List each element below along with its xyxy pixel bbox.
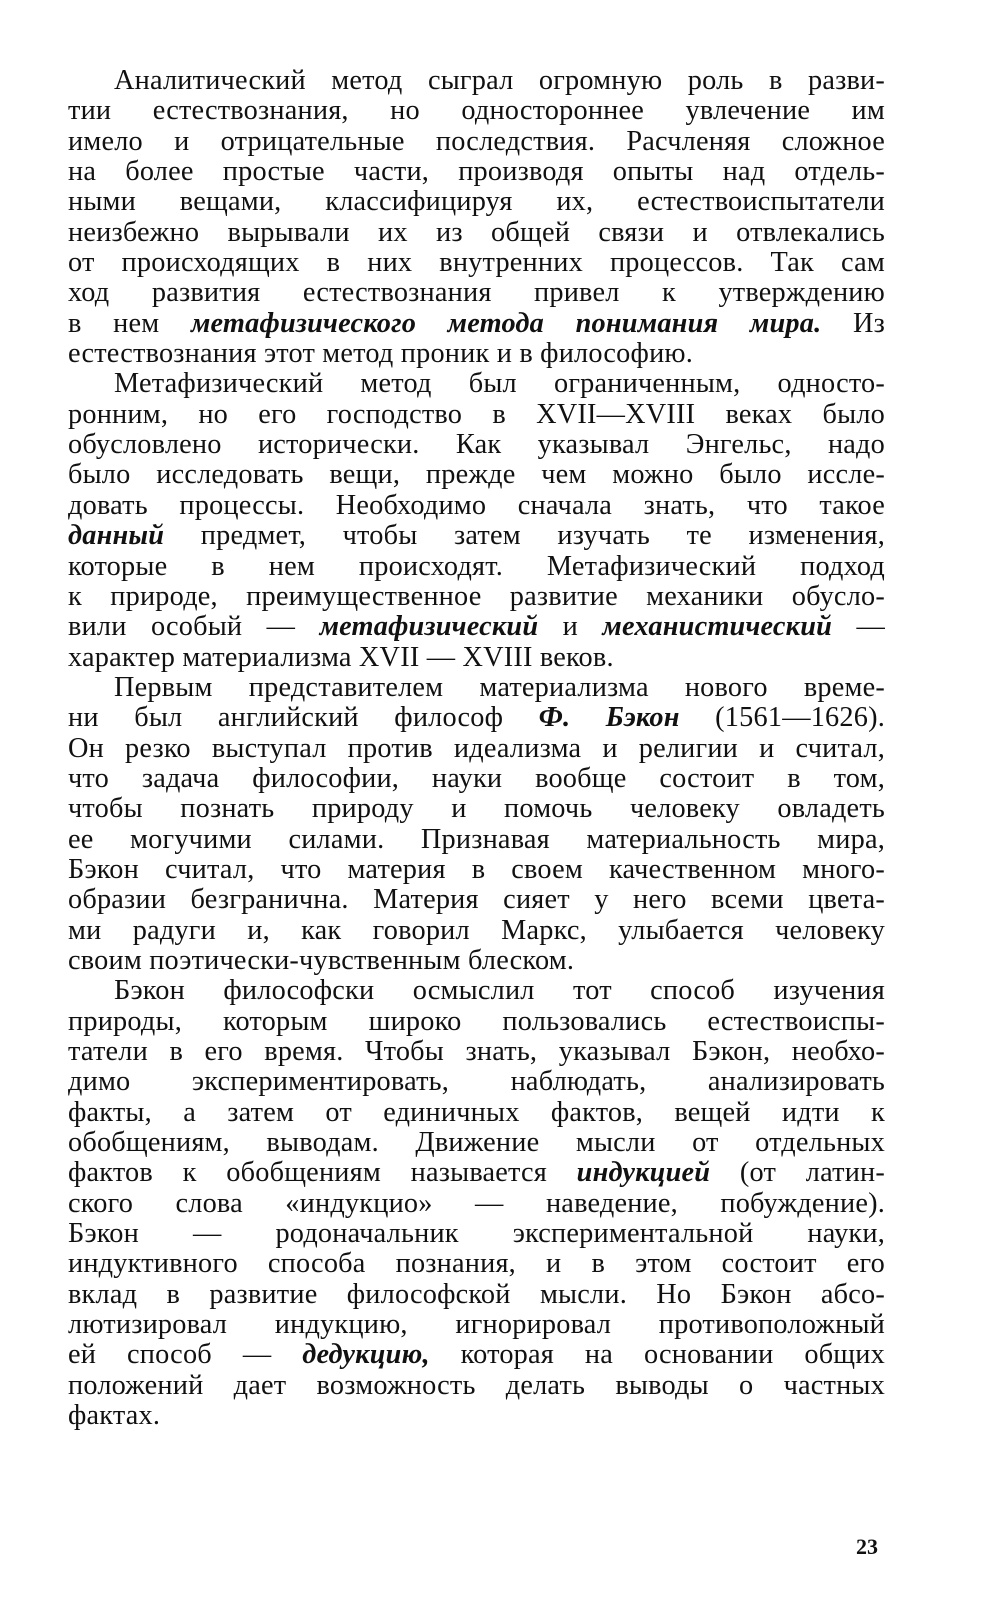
- text-run: ными вещами, классифицируя их, естествоиспытатели: [68, 186, 885, 218]
- text-run: ей способ —: [68, 1339, 303, 1371]
- text-run: природы, которым широко пользовались естествоиспы-: [68, 1005, 885, 1037]
- text-line: [68, 1401, 885, 1431]
- text-run: лютизировал индукцию, игнорировал противоположный: [68, 1309, 885, 1341]
- text-run: от происходящих в них внутренних процессов. Так сам: [68, 247, 885, 279]
- text-line: [68, 734, 885, 764]
- text-line: [68, 1280, 885, 1310]
- text-run: Метафизический метод был ограниченным, односто-: [114, 368, 885, 400]
- text-line: [68, 794, 885, 824]
- text-run: в нем: [68, 307, 191, 339]
- emphasized-text: метафизический: [319, 611, 539, 643]
- text-line: [68, 1037, 885, 1067]
- text-line: [68, 643, 885, 673]
- text-line: [68, 127, 885, 157]
- text-run: ронним, но его господство в XVII—XVIII веках было: [68, 398, 885, 430]
- text-run: Бэкон считал, что материя в своем качественном много-: [68, 853, 885, 885]
- text-line: [68, 885, 885, 915]
- text-run: ход развития естествознания привел к утверждению: [68, 277, 885, 309]
- text-line: [68, 66, 885, 96]
- paragraph-4: [68, 976, 885, 1431]
- text-line: [68, 430, 885, 460]
- text-run: к природе, преимущественное развитие механики обусло-: [68, 580, 885, 612]
- text-line: [68, 521, 885, 551]
- text-run: (1561—1626).: [679, 702, 885, 734]
- text-run: вили особый —: [68, 611, 320, 643]
- text-run: Он резко выступал против идеализма и религии и считал,: [68, 732, 885, 764]
- text-run: фактов к обобщениям называется: [68, 1157, 577, 1189]
- text-line: [68, 1249, 885, 1279]
- text-line: [68, 703, 885, 733]
- text-run: индуктивного способа познания, и в этом состоит его: [68, 1248, 885, 1280]
- text-run: ского слова «индукцио» — наведение, побуждение).: [68, 1187, 885, 1219]
- text-run: естествознания этот метод проник и в философию.: [68, 338, 694, 370]
- text-line: [68, 369, 885, 399]
- text-line: [68, 582, 885, 612]
- text-line: [68, 916, 885, 946]
- text-line: [68, 825, 885, 855]
- text-line: [68, 1219, 885, 1249]
- text-run: характер материализма XVII — XVIII веков.: [68, 641, 614, 673]
- text-line: [68, 248, 885, 278]
- text-run: на более простые части, производя опыты над отдель-: [68, 156, 885, 188]
- text-run: фактах.: [68, 1400, 161, 1432]
- emphasized-text: дедукцию,: [302, 1339, 430, 1371]
- emphasized-text: механистический: [602, 611, 833, 643]
- text-line: [68, 764, 885, 794]
- text-line: [68, 673, 885, 703]
- text-line: [68, 976, 885, 1006]
- text-run: предмет, чтобы затем изучать те изменения,: [164, 520, 885, 552]
- text-line: [68, 1340, 885, 1370]
- text-line: [68, 855, 885, 885]
- text-run: что задача философии, науки вообще состоит в том,: [68, 762, 885, 794]
- text-line: [68, 218, 885, 248]
- text-run: своим поэтически-чувственным блеском.: [68, 944, 575, 976]
- paragraph-1: [68, 66, 885, 369]
- text-run: обобщениям, выводам. Движение мысли от отдельных: [68, 1127, 885, 1159]
- text-run: ни был английский философ: [68, 702, 539, 734]
- text-run: которая на основании общих: [429, 1339, 885, 1371]
- text-line: [68, 96, 885, 126]
- text-line: [68, 278, 885, 308]
- text-run: Первым представителем материализма нового време-: [114, 671, 885, 703]
- text-run: положений дает возможность делать выводы о частных: [68, 1369, 885, 1401]
- text-line: [68, 339, 885, 369]
- text-run: имело и отрицательные последствия. Расчленяя сложное: [68, 125, 885, 157]
- page-body: [68, 66, 885, 1431]
- text-run: обусловлено исторически. Как указывал Энгельс, надо: [68, 429, 885, 461]
- page-number: 23: [856, 1534, 878, 1559]
- text-line: [68, 946, 885, 976]
- text-line: [68, 187, 885, 217]
- text-run: которые в нем происходят. Метафизический подход: [68, 550, 885, 582]
- emphasized-text: Ф. Бэкон: [538, 702, 680, 734]
- text-line: [68, 1128, 885, 1158]
- text-line: [68, 612, 885, 642]
- text-run: вклад в развитие философской мысли. Но Бэкон абсо-: [68, 1278, 885, 1310]
- emphasized-text: индукцией: [576, 1157, 711, 1189]
- text-run: факты, а затем от единичных фактов, вещей идти к: [68, 1096, 885, 1128]
- text-line: [68, 400, 885, 430]
- text-run: ее могучими силами. Признавая материальность мира,: [68, 823, 885, 855]
- text-run: Аналитический метод сыграл огромную роль в разви-: [114, 65, 885, 96]
- text-run: Из: [821, 307, 885, 339]
- text-line: [68, 552, 885, 582]
- text-run: Бэкон философски осмыслил тот способ изучения: [114, 975, 885, 1007]
- text-run: димо экспериментировать, наблюдать, анализировать: [68, 1066, 885, 1098]
- text-run: (от латин-: [710, 1157, 886, 1189]
- text-run: довать процессы. Необходимо сначала знать, что такое: [68, 489, 885, 521]
- text-line: [68, 1371, 885, 1401]
- text-line: [68, 460, 885, 490]
- text-run: и: [538, 611, 603, 643]
- text-run: —: [832, 611, 885, 643]
- text-line: [68, 157, 885, 187]
- text-line: [68, 1158, 885, 1188]
- text-line: [68, 1007, 885, 1037]
- text-line: [68, 1310, 885, 1340]
- text-line: [68, 309, 885, 339]
- paragraph-3: [68, 673, 885, 976]
- text-run: чтобы познать природу и помочь человеку овладеть: [68, 793, 885, 825]
- text-line: [68, 1189, 885, 1219]
- emphasized-text: данный: [68, 520, 165, 552]
- text-run: Бэкон — родоначальник экспериментальной науки,: [68, 1218, 885, 1250]
- text-run: было исследовать вещи, прежде чем можно было иссле-: [68, 459, 885, 491]
- text-run: татели в его время. Чтобы знать, указывал Бэкон, необхо-: [68, 1036, 885, 1067]
- text-line: [68, 1098, 885, 1128]
- text-run: тии естествознания, но одностороннее увлечение им: [68, 95, 885, 127]
- text-run: ми радуги и, как говорил Маркс, улыбается человеку: [68, 914, 885, 946]
- text-run: неизбежно вырывали их из общей связи и отвлекались: [68, 216, 885, 248]
- paragraph-2: [68, 369, 885, 672]
- text-run: образии безгранична. Материя сияет у него всеми цвета-: [68, 884, 885, 916]
- text-line: [68, 491, 885, 521]
- emphasized-text: метафизического метода понимания мира.: [190, 307, 822, 339]
- text-line: [68, 1067, 885, 1097]
